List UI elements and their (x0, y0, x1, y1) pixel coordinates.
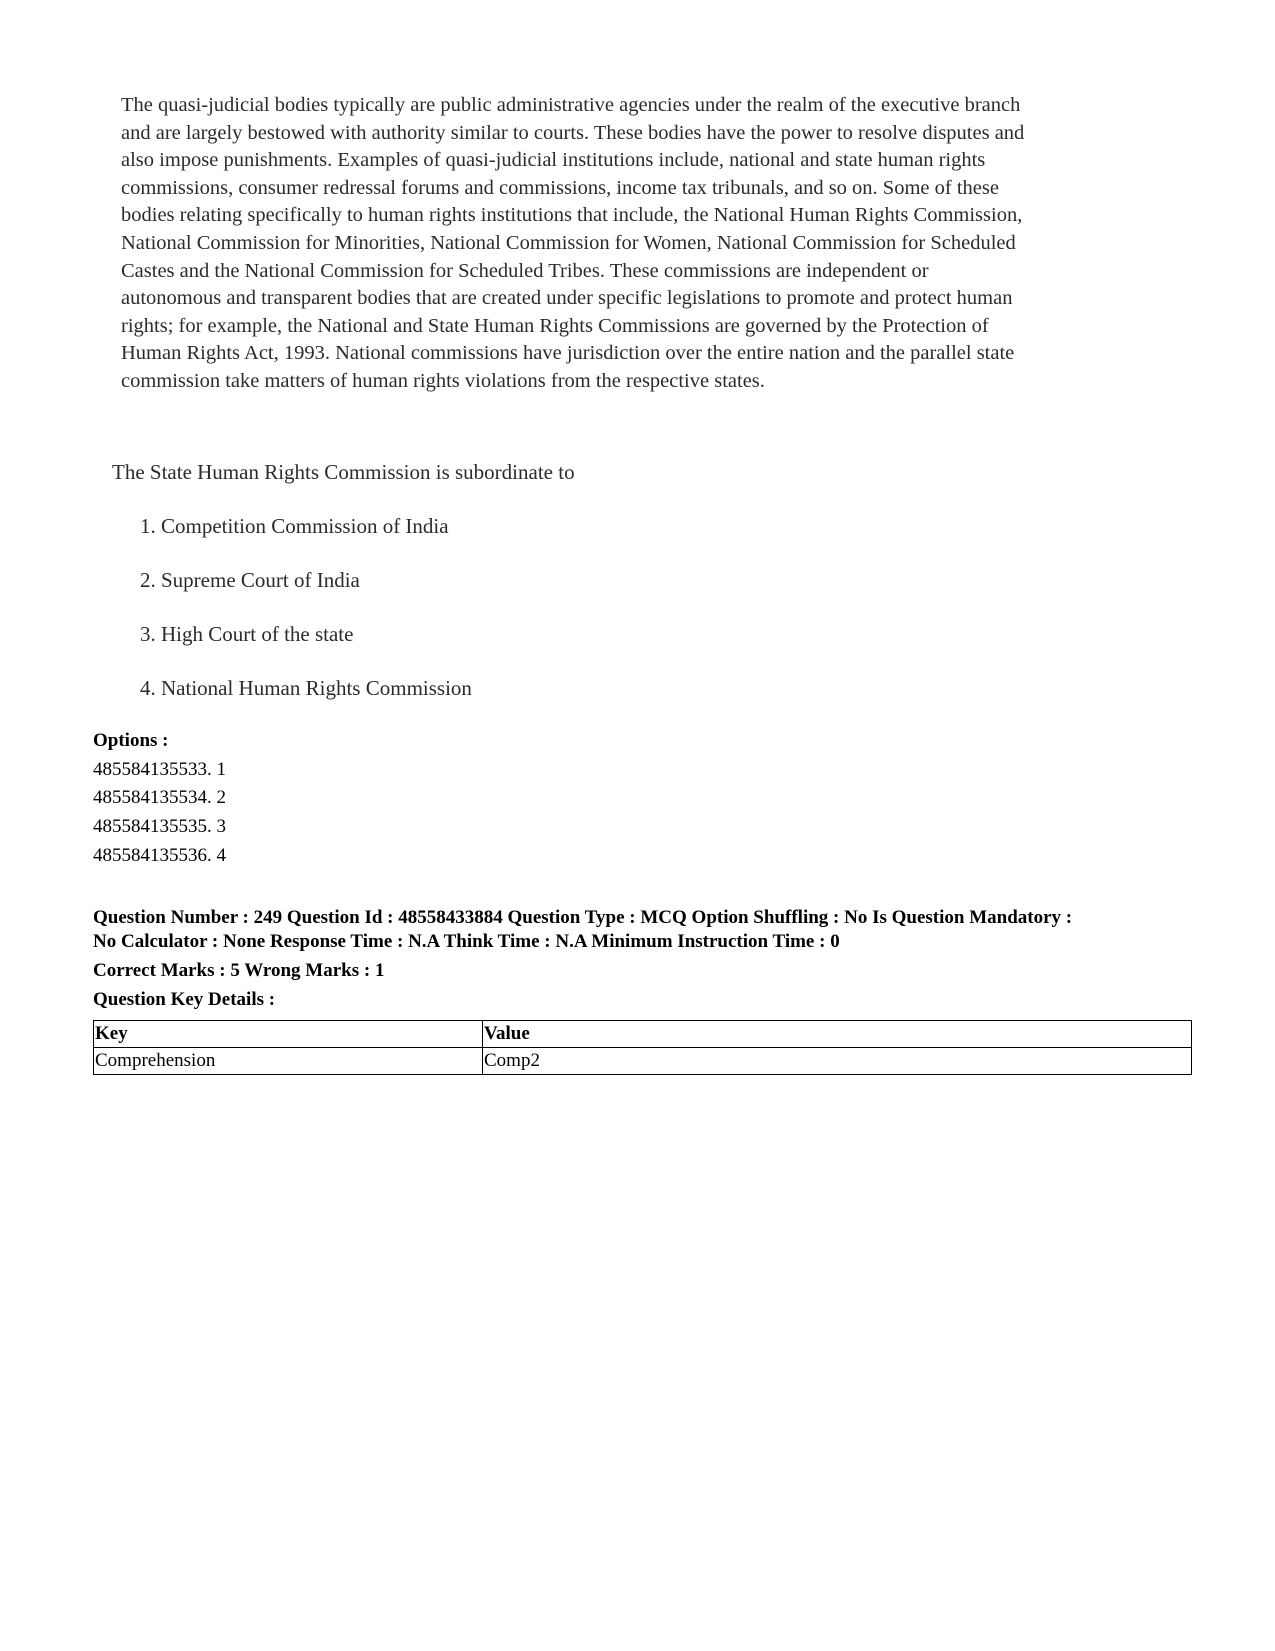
passage-line: commission take matters of human rights violations from the respective states. (121, 369, 765, 392)
passage-line: bodies relating specifically to human rights institutions that include, the National Human Rights Commission, (121, 204, 1023, 227)
option-item: 485584135534. 2 (93, 787, 226, 809)
table-header-value: Value (483, 1021, 1192, 1048)
options-block (93, 727, 226, 871)
passage-line: autonomous and transparent bodies that are created under specific legislations to promote and protect human (121, 287, 1013, 310)
comprehension-passage (121, 92, 1171, 396)
choice-item: 2. Supreme Court of India (140, 568, 360, 592)
table-header-row (94, 1021, 1192, 1048)
metadata-line: Question Number : 249 Question Id : 48558433884 Question Type : MCQ Option Shuffling : No Is Question Mandatory : (93, 907, 1073, 928)
key-details-table (93, 1020, 1192, 1075)
key-details-heading: Question Key Details : (93, 989, 276, 1010)
question-metadata (93, 906, 1203, 1012)
choice-item: 4. National Human Rights Commission (140, 676, 472, 700)
passage-line: also impose punishments. Examples of quasi-judicial institutions include, national and state human rights (121, 149, 986, 172)
options-heading: Options : (93, 730, 169, 751)
passage-line: National Commission for Minorities, National Commission for Women, National Commission for Scheduled (121, 231, 1016, 254)
passage-line: The quasi-judicial bodies typically are public administrative agencies under the realm of the executive branch (121, 94, 1021, 116)
option-item: 485584135536. 4 (93, 844, 226, 866)
passage-line: commissions, consumer redressal forums and commissions, income tax tribunals, and so on. Some of these (121, 176, 999, 199)
passage-line: Castes and the National Commission for Scheduled Tribes. These commissions are independent or (121, 259, 929, 282)
metadata-line: No Calculator : None Response Time : N.A Think Time : N.A Minimum Instruction Time : 0 (93, 931, 840, 952)
passage-line: Human Rights Act, 1993. National commissions have jurisdiction over the entire nation and the parallel state (121, 342, 1015, 365)
passage-line: and are largely bestowed with authority similar to courts. These bodies have the power to resolve disputes and (121, 121, 1025, 144)
passage-line: rights; for example, the National and State Human Rights Commissions are governed by the Protection of (121, 314, 989, 337)
question-choices (140, 514, 472, 730)
table-cell-key: Comprehension (94, 1048, 483, 1075)
table-row (94, 1048, 1192, 1075)
marks-line: Correct Marks : 5 Wrong Marks : 1 (93, 960, 385, 981)
option-item: 485584135533. 1 (93, 758, 226, 780)
table-cell-value: Comp2 (483, 1048, 1192, 1075)
table-header-key: Key (94, 1021, 483, 1048)
choice-item: 1. Competition Commission of India (140, 514, 449, 538)
option-item: 485584135535. 3 (93, 816, 226, 838)
choice-item: 3. High Court of the state (140, 622, 354, 646)
question-text: The State Human Rights Commission is subordinate to (112, 460, 575, 484)
